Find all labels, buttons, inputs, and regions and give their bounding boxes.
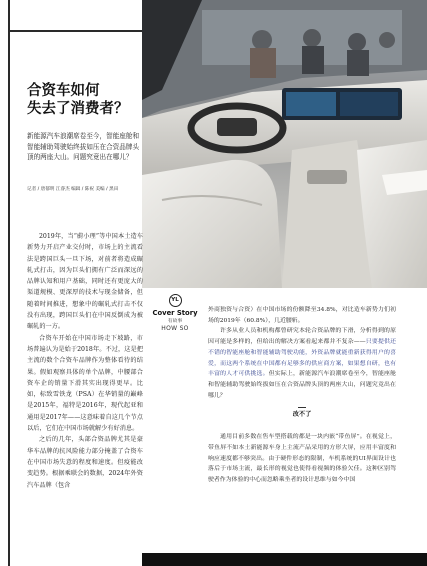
byline: 记者 / 唐郁明 江睿杰 编辑 / 陈祝 美编 / 黑田 bbox=[27, 187, 119, 192]
paragraph bbox=[208, 326, 396, 401]
article-dek: 新能源汽车浪潮席卷至今，智能座舱和智能辅助驾驶始终拔如压在合资品牌头顶的两座大山。问题究竟出在哪儿？ bbox=[27, 132, 140, 162]
cover-story-subtitle-en: HOW SO bbox=[161, 325, 189, 332]
footer-bar bbox=[142, 553, 427, 566]
paragraph: 通用目前多数在售车型搭载的都是一块内嵌“带鱼屏”。在视觉上，带鱼屏不如本土新能源车身上主流产品采用的方形大屏，应用丰富度和响应速度都不够突出。由于硬件形态的限制，车机系统的UI界面设计也落后于市场主流，最长形的视觉也使得看视频的体验欠佳。这种区别驾驶者作为体验的中心而忽略乘坐者的设计思维与如今中国 bbox=[208, 434, 396, 484]
hero-photo-car-interior bbox=[142, 0, 427, 288]
paragraph-lead: 许多从业人员和机构都曾研究本轮合资品牌的下滑，分析得到的原因可能是多样的，但给出的解决方案看起来都并不复杂—— bbox=[208, 328, 396, 346]
cover-story-logo-icon: YL bbox=[169, 294, 182, 307]
paragraph-tail: 但实际上，新能源汽车浪潮席卷至今，智能座舱和智能辅助驾驶始终拔如压在合资品牌头顶的两座大山，问题究竟出在哪儿？ bbox=[208, 371, 396, 399]
title-line-1: 合资车如何 bbox=[27, 83, 100, 99]
paragraph: 合资车开始在中国市场走下坡路，市场普遍认为是始于2018年。不过，这是把主流的数个合资车品牌作为整体看待的结果。假如观察具体的单个品牌，中腰部合资车企的销量下滑其实出现得更早。比如，标致雪铁龙（PSA）在华销量的巅峰是2015年，福特是2016年，现代起亚和通用是2017年——这意味着自这几个节点以后，它们在中国市场就解少有好消息。 bbox=[27, 334, 143, 433]
section-heading: 改不了 bbox=[292, 411, 312, 419]
article-column-left bbox=[27, 231, 143, 491]
page-title bbox=[27, 82, 141, 118]
section-divider bbox=[298, 407, 306, 408]
paragraph: 2019年，当“蔚小理”等中国本土造车新势力开启产业交付时，市场上的主流看法是跨国巨头一旦下场，对前者将造成碾轧式打击，因为巨头们拥有广泛而深远的品牌认知和用户基础，同时还有更庞大的渠道规模、更深厚的技术与现金储备，但随着时间推进，想象中的碾轧式打击不仅没有出现，跨国巨头们在中国反倒成为被碾轧的一方。 bbox=[27, 233, 143, 331]
paragraph: 之后的几年，头部合资品牌尤其是豪华车品牌的抗风险能力部分掩盖了合资车在中国市场失意的程度和速度。但疫能改变趋势。根据乘联会的数据，2024年外资汽车品牌（包含 bbox=[27, 436, 143, 489]
left-edge-rule bbox=[8, 0, 10, 566]
car-interior-illustration bbox=[142, 0, 427, 288]
title-line-2: 失去了消费者？ bbox=[27, 101, 129, 117]
cover-story-tag bbox=[146, 294, 204, 333]
paragraph: 外商独资与合资）在中国市场的份额降至34.8%，对比造车新势力们初场的2019年（60.8%），几近腰斩。 bbox=[208, 307, 396, 324]
cover-story-subtitle-cn: 有故事 bbox=[167, 319, 183, 324]
article-column-right bbox=[208, 305, 396, 486]
top-rule bbox=[8, 30, 142, 32]
cover-story-title: Cover Story bbox=[152, 309, 198, 317]
highlighted-text: 只要提供还不错的智能座舱和智能辅助驾驶功能，外资品牌就能重新获得用户的喜爱，而这两个系统在中国都有足够多的供应商方案，如果想自研，也有丰富的人才可供挑选。 bbox=[208, 339, 397, 378]
